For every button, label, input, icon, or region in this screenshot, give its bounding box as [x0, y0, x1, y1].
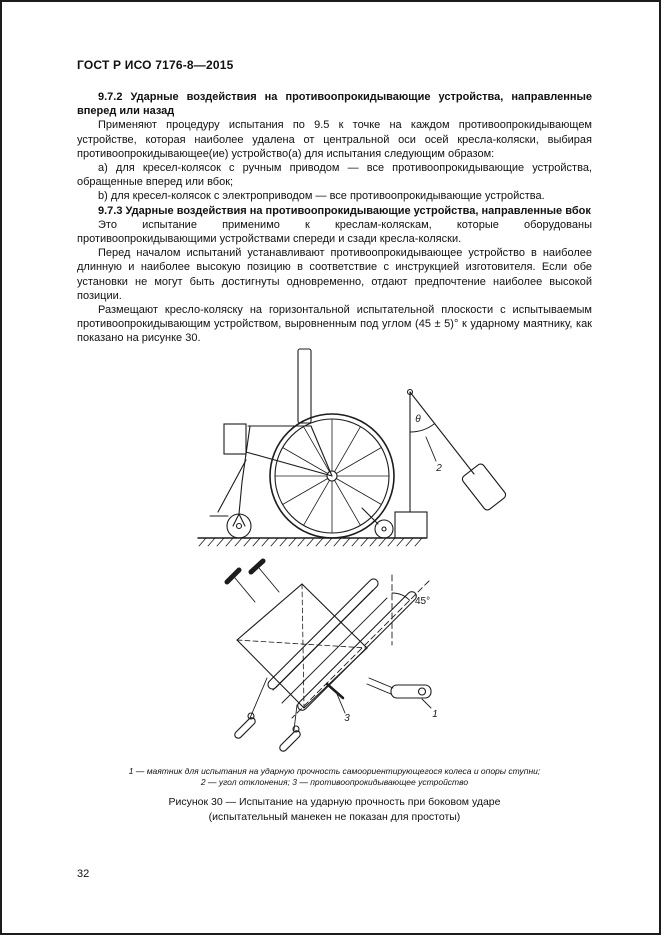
seat-back	[298, 349, 311, 423]
pendulum-base	[395, 512, 427, 538]
legend-items-2-3: 2 — угол отклонения; 3 — противоопрокидывающее устройство	[200, 777, 469, 787]
wheelchair-top	[227, 561, 418, 753]
left-wheel-strip	[266, 577, 380, 691]
frame-rail-1	[282, 598, 387, 703]
figure-caption	[77, 795, 592, 825]
figure-legend	[77, 766, 592, 788]
label-2-leader	[426, 437, 436, 461]
list-item-b: b) для кресел-колясок с электроприводом — все противоопрокидывающие устройства.	[98, 190, 545, 203]
right-wheel-strip	[296, 590, 418, 712]
list-item-a: а) для кресел-колясок с ручным приводом — все противоопрокидывающие устройства, обращенные вперед или вбок;	[77, 162, 592, 189]
ground-hatch	[199, 538, 422, 546]
label-1: 1	[432, 709, 438, 720]
seat-centerline-2	[302, 584, 304, 708]
front-caster	[227, 514, 251, 538]
pendulum-weight	[461, 462, 507, 511]
legend-item-1: 1 — маятник для испытания на ударную прочность самоориентирующегося колеса и опоры ступни;	[128, 766, 541, 776]
caster-1	[233, 716, 256, 739]
figure-side-view	[162, 340, 532, 552]
wheelchair-side	[210, 349, 394, 538]
para-procedure: Применяют процедуру испытания по 9.5 к точке на каждом противоопрокидывающем устройстве, которая наиболее удалена от центральной оси осей кресла-коляски, выбирая противоопрокидывающее(ие) устройство(а) для испытания следующим образом:	[77, 119, 592, 160]
body-text	[77, 90, 592, 346]
antitip-device	[327, 684, 343, 698]
pendulum-arm	[410, 392, 474, 474]
pendulum-rig	[395, 390, 507, 539]
figure-caption-title: Рисунок 30 — Испытание на ударную прочность при боковом ударе	[168, 796, 501, 808]
heading-9-7-3: 9.7.3 Ударные воздействия на противоопрокидывающие устройства, направленные вбок	[98, 204, 591, 217]
figure-top-view	[177, 558, 487, 763]
top-view-drawing	[177, 558, 487, 763]
caster-2	[278, 729, 301, 752]
para-applicability: Это испытание применимо к креслам-коляскам, которые оборудованы противоопрокидывающими устройствами спереди и сзади кресла-коляски.	[77, 218, 592, 246]
figure-caption-note: (испытательный манекен не показан для простоты)	[208, 811, 461, 823]
heading-9-7-2: 9.7.2 Ударные воздействия на противоопрокидывающие устройства, направленные вперед или назад	[77, 91, 592, 118]
label-2: 2	[436, 463, 442, 474]
label-1-leader	[422, 699, 431, 708]
para-setup: Перед началом испытаний устанавливают противоопрокидывающее устройство в наиболее длинную и наиболее высокую позицию в соответствие с инструкцией изготовителя. Если обе установки не могут быть достигнуты одновременно, отдают предпочтение наиболее высокой позиции.	[77, 247, 592, 302]
antitip-wheel	[375, 520, 393, 538]
theta-label: θ	[415, 414, 421, 425]
seat-centerline-1	[237, 640, 367, 648]
side-view-drawing	[162, 340, 532, 552]
side-guard	[224, 424, 246, 454]
pendulum-bracket	[367, 678, 431, 698]
para-placement: Размещают кресло-коляску на горизонтальной испытательной плоскости с испытываемым противоопрокидывающим устройством, выровненным под углом (45 ± 5)° к ударному маятнику, как показано на рисунке 30.	[77, 304, 592, 345]
label-3: 3	[344, 713, 350, 724]
document-code: ГОСТ Р ИСО 7176-8—2015	[77, 58, 234, 72]
angle-45-label: 45°	[415, 596, 431, 607]
page-number: 32	[77, 868, 90, 880]
deflection-angle-arc	[410, 424, 435, 432]
reference-lines	[292, 575, 429, 718]
antitip-arm	[362, 508, 378, 524]
